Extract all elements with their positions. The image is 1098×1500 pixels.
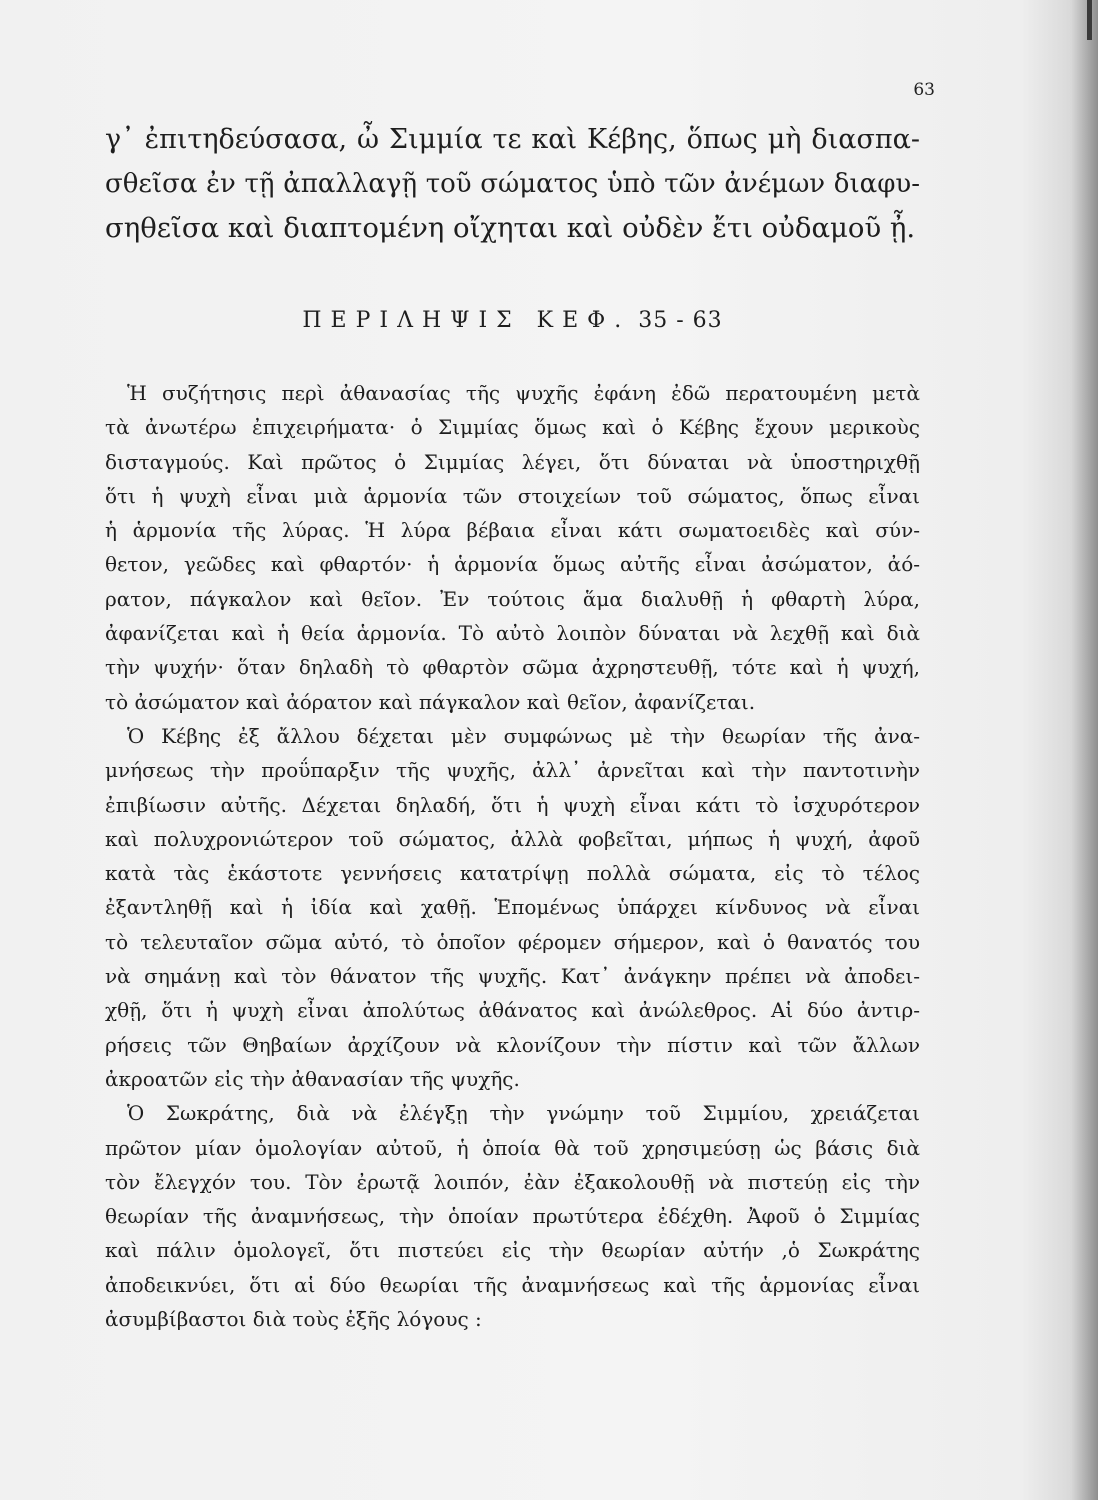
summary-line: ἀφανίζεται καὶ ἡ θεία ἁρμονία. Τὸ αὐτὸ λοιπὸν δύναται νὰ λεχθῇ καὶ διὰ <box>105 621 920 646</box>
page-number: 63 <box>913 80 935 100</box>
summary-line: ρατον, πάγκαλον καὶ θεῖον. Ἐν τούτοις ἅμα διαλυθῇ ἡ φθαρτὴ λύρα, <box>105 586 920 611</box>
book-spine-shadow <box>1072 0 1098 1500</box>
summary-line: τὰ ἀνωτέρω ἐπιχειρήματα· ὁ Σιμμίας ὅμως καὶ ὁ Κέβης ἔχουν μερικοὺς <box>105 415 920 440</box>
summary-line: ρήσεις τῶν Θηβαίων ἀρχίζουν νὰ κλονίζουν τὴν πίστιν καὶ τῶν ἄλλων <box>105 1032 920 1057</box>
summary-line: τὴν ψυχήν· ὅταν δηλαδὴ τὸ φθαρτὸν σῶμα ἀχρηστευθῇ, τότε καὶ ἡ ψυχή, <box>105 655 920 680</box>
summary-line: ἀποδεικνύει, ὅτι αἱ δύο θεωρίαι τῆς ἀναμνήσεως καὶ τῆς ἁρμονίας εἶναι <box>105 1272 920 1297</box>
book-spine-edge <box>1087 0 1092 40</box>
summary-line: ἐπιβίωσιν αὐτῆς. Δέχεται δηλαδή, ὅτι ἡ ψυχὴ εἶναι κάτι τὸ ἰσχυρότερον <box>105 792 920 817</box>
summary-heading-title: ΠΕΡΙΛΗΨΙΣ ΚΕΦ. <box>302 308 631 333</box>
summary-line: καὶ πάλιν ὁμολογεῖ, ὅτι πιστεύει εἰς τὴν θεωρίαν αὐτήν ,ὁ Σωκράτης <box>105 1238 920 1263</box>
opening-passage <box>105 118 920 250</box>
summary-line: κατὰ τὰς ἑκάστοτε γεννήσεις κατατρίψῃ πολλὰ σώματα, εἰς τὸ τέλος <box>105 861 920 886</box>
summary-line: ἡ ἁρμονία τῆς λύρας. Ἡ λύρα βέβαια εἶναι κάτι σωματοειδὲς καὶ σύν- <box>105 518 920 543</box>
summary-line: δισταγμούς. Καὶ πρῶτος ὁ Σιμμίας λέγει, ὅτι δύναται νὰ ὑποστηριχθῇ <box>105 449 920 474</box>
summary-line: θεωρίαν τῆς ἀναμνήσεως, τὴν ὁποίαν πρωτύτερα ἐδέχθη. Ἀφοῦ ὁ Σιμμίας <box>105 1204 920 1229</box>
summary-line: θετον, γεῶδες καὶ φθαρτόν· ἡ ἁρμονία ὅμως αὐτῆς εἶναι ἀσώματον, ἀό- <box>105 552 920 577</box>
summary-line: ἐξαντληθῇ καὶ ἡ ἰδία καὶ χαθῇ. Ἑπομένως ὑπάρχει κίνδυνος νὰ εἶναι <box>105 895 920 920</box>
summary-line: ὅτι ἡ ψυχὴ εἶναι μιὰ ἁρμονία τῶν στοιχείων τοῦ σώματος, ὅπως εἶναι <box>105 483 920 508</box>
summary-line: καὶ πολυχρονιώτερον τοῦ σώματος, ἀλλὰ φοβεῖται, μήπως ἡ ψυχή, ἀφοῦ <box>105 826 920 851</box>
opening-line: γ᾽ ἐπιτηδεύσασα, ὦ Σιμμία τε καὶ Κέβης, ὅπως μὴ διασπα- <box>105 124 920 155</box>
summary-text <box>105 376 920 1336</box>
summary-line: τὸ τελευταῖον σῶμα αὐτό, τὸ ὁποῖον φέρομεν σήμερον, καὶ ὁ θανατός του <box>105 929 920 954</box>
summary-line: Ὁ Σωκράτης, διὰ νὰ ἐλέγξῃ τὴν γνώμην τοῦ Σιμμίου, χρειάζεται <box>127 1101 920 1126</box>
summary-line: νὰ σημάνῃ καὶ τὸν θάνατον τῆς ψυχῆς. Κατ᾽ ἀνάγκην πρέπει νὰ ἀποδει- <box>105 964 920 989</box>
summary-line: τὸν ἔλεγχόν του. Τὸν ἐρωτᾷ λοιπόν, ἐὰν ἐξακολουθῇ νὰ πιστεύῃ εἰς τὴν <box>105 1169 920 1194</box>
summary-line: Ὁ Κέβης ἐξ ἄλλου δέχεται μὲν συμφώνως μὲ τὴν θεωρίαν τῆς ἀνα- <box>127 723 920 748</box>
summary-heading <box>105 308 920 333</box>
summary-line: Ἡ συζήτησις περὶ ἀθανασίας τῆς ψυχῆς ἐφάνη ἐδῶ περατουμένη μετὰ <box>127 381 920 405</box>
summary-line: πρῶτον μίαν ὁμολογίαν αὐτοῦ, ἡ ὁποία θὰ τοῦ χρησιμεύσῃ ὡς βάσις διὰ <box>105 1135 920 1160</box>
summary-heading-chapters: 35 - 63 <box>638 308 723 333</box>
opening-line: σθεῖσα ἐν τῇ ἀπαλλαγῇ τοῦ σώματος ὑπὸ τῶν ἀνέμων διαφυ- <box>105 169 920 199</box>
opening-line: σηθεῖσα καὶ διαπτομένη οἴχηται καὶ οὐδὲν ἔτι οὐδαμοῦ ᾖ. <box>105 212 916 244</box>
summary-line: τὸ ἀσώματον καὶ ἀόρατον καὶ πάγκαλον καὶ θεῖον, ἀφανίζεται. <box>105 689 756 714</box>
summary-line: χθῇ, ὅτι ἡ ψυχὴ εἶναι ἀπολύτως ἀθάνατος καὶ ἀνώλεθρος. Αἱ δύο ἀντιρ- <box>105 998 920 1023</box>
summary-line: ἀκροατῶν εἰς τὴν ἀθανασίαν τῆς ψυχῆς. <box>105 1066 520 1091</box>
summary-line: μνήσεως τὴν προΰπαρξιν τῆς ψυχῆς, ἀλλ᾽ ἀρνεῖται καὶ τὴν παντοτινὴν <box>105 758 920 783</box>
summary-line: ἀσυμβίβαστοι διὰ τοὺς ἑξῆς λόγους : <box>105 1307 482 1332</box>
